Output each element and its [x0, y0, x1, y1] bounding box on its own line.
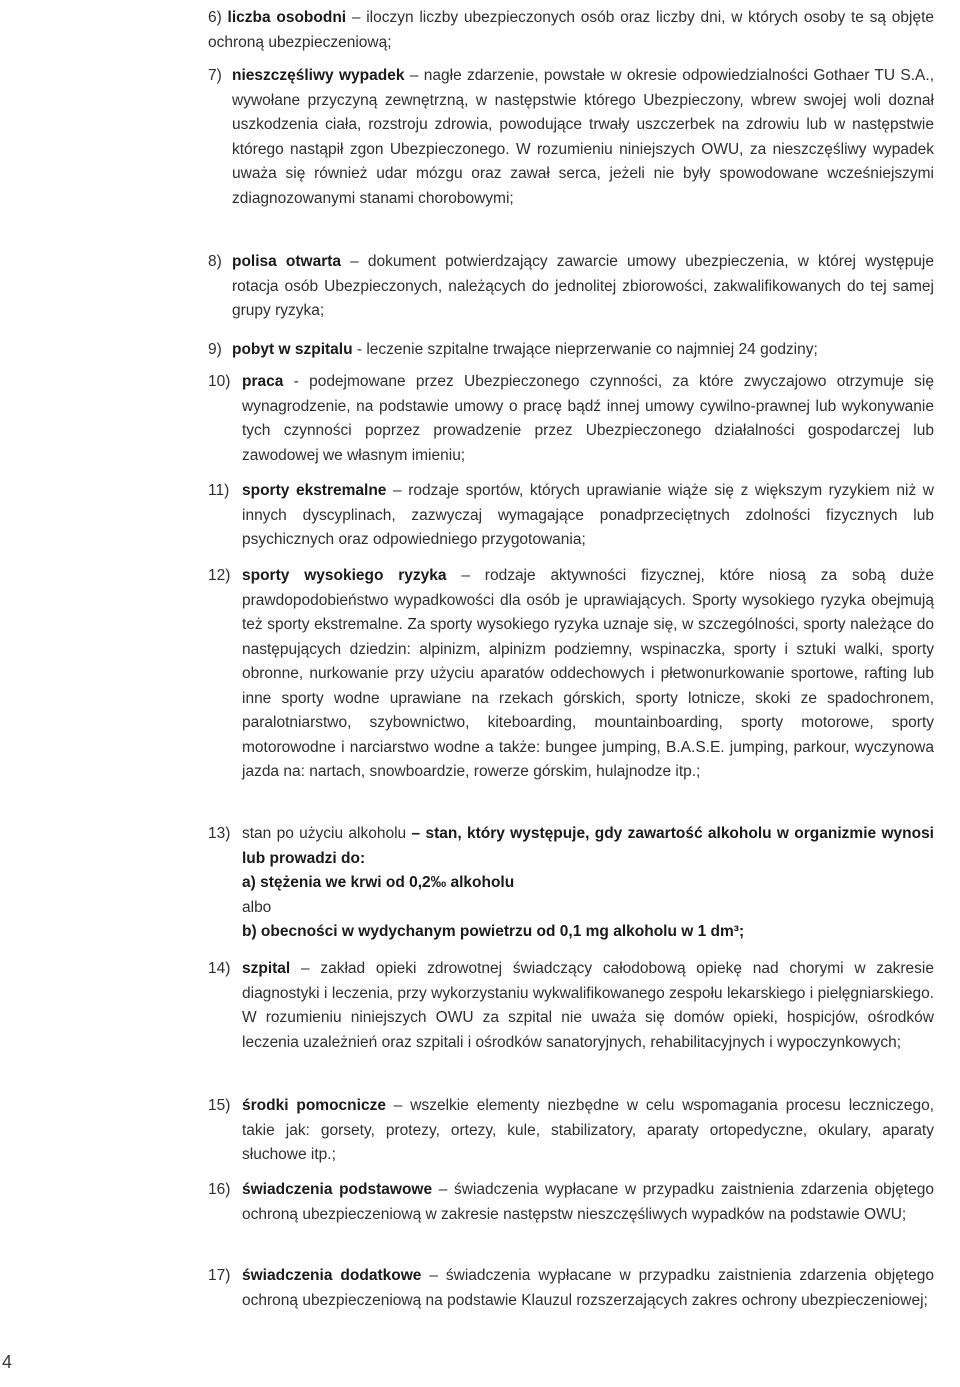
definition-item: [208, 250, 934, 324]
definition-item: [208, 1264, 934, 1313]
definition-text: – dokument potwierdzający zawarcie umowy ubezpieczenia, w której występuje rotacja osób Ubezpieczonych, należących do jednolitej zbiorowości, zakwalifikowanych do tej samej grupy ryzyka;: [232, 253, 934, 319]
item-number: 17): [208, 1267, 231, 1284]
defined-term: sporty ekstremalne: [242, 482, 387, 499]
definition-item: [208, 822, 934, 945]
definition-body: [208, 957, 934, 1055]
definition-text: – stan, który występuje, gdy zawartość alkoholu w organizmie wynosi lub prowadzi do:: [242, 825, 934, 867]
defined-term: sporty wysokiego ryzyka: [242, 567, 447, 584]
sub-point-b: b) obecności w wydychanym powietrzu od 0,1 mg alkoholu w 1 dm³;: [242, 923, 745, 940]
defined-term: świadczenia dodatkowe: [242, 1267, 422, 1284]
defined-term: polisa otwarta: [232, 253, 342, 270]
definition-item: [208, 64, 934, 211]
definition-body: [208, 250, 934, 324]
item-number: 6): [208, 9, 222, 26]
definition-item: [208, 338, 934, 363]
definition-item: [208, 6, 934, 55]
definition-text: – świadczenia wypłacane w przypadku zaistnienia zdarzenia objętego ochroną ubezpieczeniową na podstawie Klauzul rozszerzających zakres ochrony ubezpieczeniowej;: [242, 1267, 934, 1309]
definition-item: [208, 370, 934, 468]
item-number: 13): [208, 825, 231, 842]
definition-item: [208, 1094, 934, 1168]
defined-term: środki pomocnicze: [242, 1097, 386, 1114]
definition-body: [208, 1094, 934, 1168]
item-number: 12): [208, 567, 231, 584]
defined-term: świadczenia podstawowe: [242, 1181, 433, 1198]
sub-point-or: albo: [242, 898, 272, 916]
item-number: 11): [208, 482, 230, 499]
definition-item: [208, 1178, 934, 1227]
definition-body: [208, 370, 934, 468]
definition-text: – iloczyn liczby ubezpieczonych osób oraz liczby dni, w których osoby te są objęte ochroną ubezpieczeniową;: [208, 9, 934, 51]
definition-item: [208, 957, 934, 1055]
definition-body: [208, 822, 934, 871]
sub-point-a: a) stężenia we krwi od 0,2‰ alkoholu: [242, 874, 515, 891]
definition-body: [208, 479, 934, 553]
item-number: 10): [208, 373, 231, 390]
definition-body: [208, 1264, 934, 1313]
defined-term: nieszczęśliwy wypadek: [232, 67, 405, 84]
defined-term: pobyt w szpitalu: [232, 341, 353, 358]
defined-term: szpital: [242, 960, 291, 977]
item-number: 14): [208, 960, 231, 977]
item-number: 9): [208, 341, 222, 358]
item-number: 16): [208, 1181, 231, 1198]
defined-term: stan po użyciu alkoholu: [242, 825, 407, 842]
definition-item: [208, 564, 934, 785]
definition-text: - podejmowane przez Ubezpieczonego czynności, za które zwyczajowo otrzymuje się wynagrodzenie, na podstawie umowy o pracę bądź innej umowy cywilno-prawnej lub wykonywanie tych czynności poprzez prowadzenie przez Ubezpieczonego działalności gospodarczej lub zawodowej we własnym imieniu;: [242, 373, 934, 464]
definition-body: [208, 338, 934, 363]
definition-text: – nagłe zdarzenie, powstałe w okresie odpowiedzialności Gothaer TU S.A., wywołane przyczyną zewnętrzną, w następstwie którego Ubezpieczony, wbrew swojej woli doznał uszkodzenia ciała, rozstroju zdrowia, powodujące trwały uszczerbek na zdrowiu lub w następstwie którego nastąpił zgon Ubezpieczonego. W rozumieniu niniejszych OWU, za nieszczęśliwy wypadek uważa się również udar mózgu oraz zawał serca, jeżeli nie były spowodowane wcześniejszymi zdiagnozowanymi stanami chorobowymi;: [232, 67, 934, 207]
definition-text: – zakład opieki zdrowotnej świadczący całodobową opiekę nad chorymi w zakresie diagnostyki i leczenia, przy wykorzystaniu wykwalifikowanego zespołu lekarskiego i pielęgniarskiego. W rozumieniu niniejszych OWU za szpital nie uważa się domów opieki, hospicjów, ośrodków leczenia uzależnień oraz szpitali i ośrodków sanatoryjnych, rehabilitacyjnych i wypoczynkowych;: [242, 960, 934, 1051]
definition-body: [208, 6, 934, 55]
item-number: 15): [208, 1097, 231, 1114]
defined-term: praca: [242, 373, 284, 390]
definition-body: [208, 564, 934, 785]
defined-term: liczba osobodni: [227, 9, 347, 26]
definition-text: – rodzaje aktywności fizycznej, które niosą za sobą duże prawdopodobieństwo wypadkowości dla osób je uprawiających. Sporty wysokiego ryzyka obejmują też sporty ekstremalne. Za sporty wysokiego ryzyka uznaje się, w szczególności, sporty należące do następujących dziedzin: alpinizm, alpinizm podziemny, wspinaczka, sporty i sztuki walki, sporty obronne, nurkowanie przy użyciu aparatów oddechowych i płetwonurkowanie sportowe, rafting lub inne sporty wodne uprawiane na rzekach górskich, sporty lotnicze, skoki ze spadochronem, paralotniarstwo, szybownictwo, kiteboarding, mountainboarding, sporty motorowe, sporty motorowodne i narciarstwo wodne a także: bungee jumping, B.A.S.E. jumping, parkour, wyczynowa jazda na: nartach, snowboardzie, rowerze górskim, hulajnodze itp.;: [242, 567, 934, 780]
item-number: 8): [208, 253, 222, 270]
definition-text: – wszelkie elementy niezbędne w celu wspomagania procesu leczniczego, takie jak: gorsety, protezy, ortezy, kule, stabilizatory, aparaty ortopedyczne, okulary, aparaty słuchowe itp.;: [242, 1097, 934, 1163]
definition-body: [208, 1178, 934, 1227]
definition-item: [208, 479, 934, 553]
definition-text: – rodzaje sportów, których uprawianie wiąże się z większym ryzykiem niż w innych dyscyplinach, zazwyczaj wymagające ponadprzeciętnych zdolności fizycznych lub psychicznych oraz odpowiedniego przygotowania;: [242, 482, 934, 548]
definition-body: [208, 64, 934, 211]
definition-text: - leczenie szpitalne trwające nieprzerwanie co najmniej 24 godziny;: [352, 341, 818, 358]
page-number: 4: [2, 1352, 13, 1372]
definition-text: – świadczenia wypłacane w przypadku zaistnienia zdarzenia objętego ochroną ubezpieczeniową w zakresie następstw nieszczęśliwych wypadków na podstawie OWU;: [242, 1181, 934, 1223]
item-number: 7): [208, 67, 222, 84]
